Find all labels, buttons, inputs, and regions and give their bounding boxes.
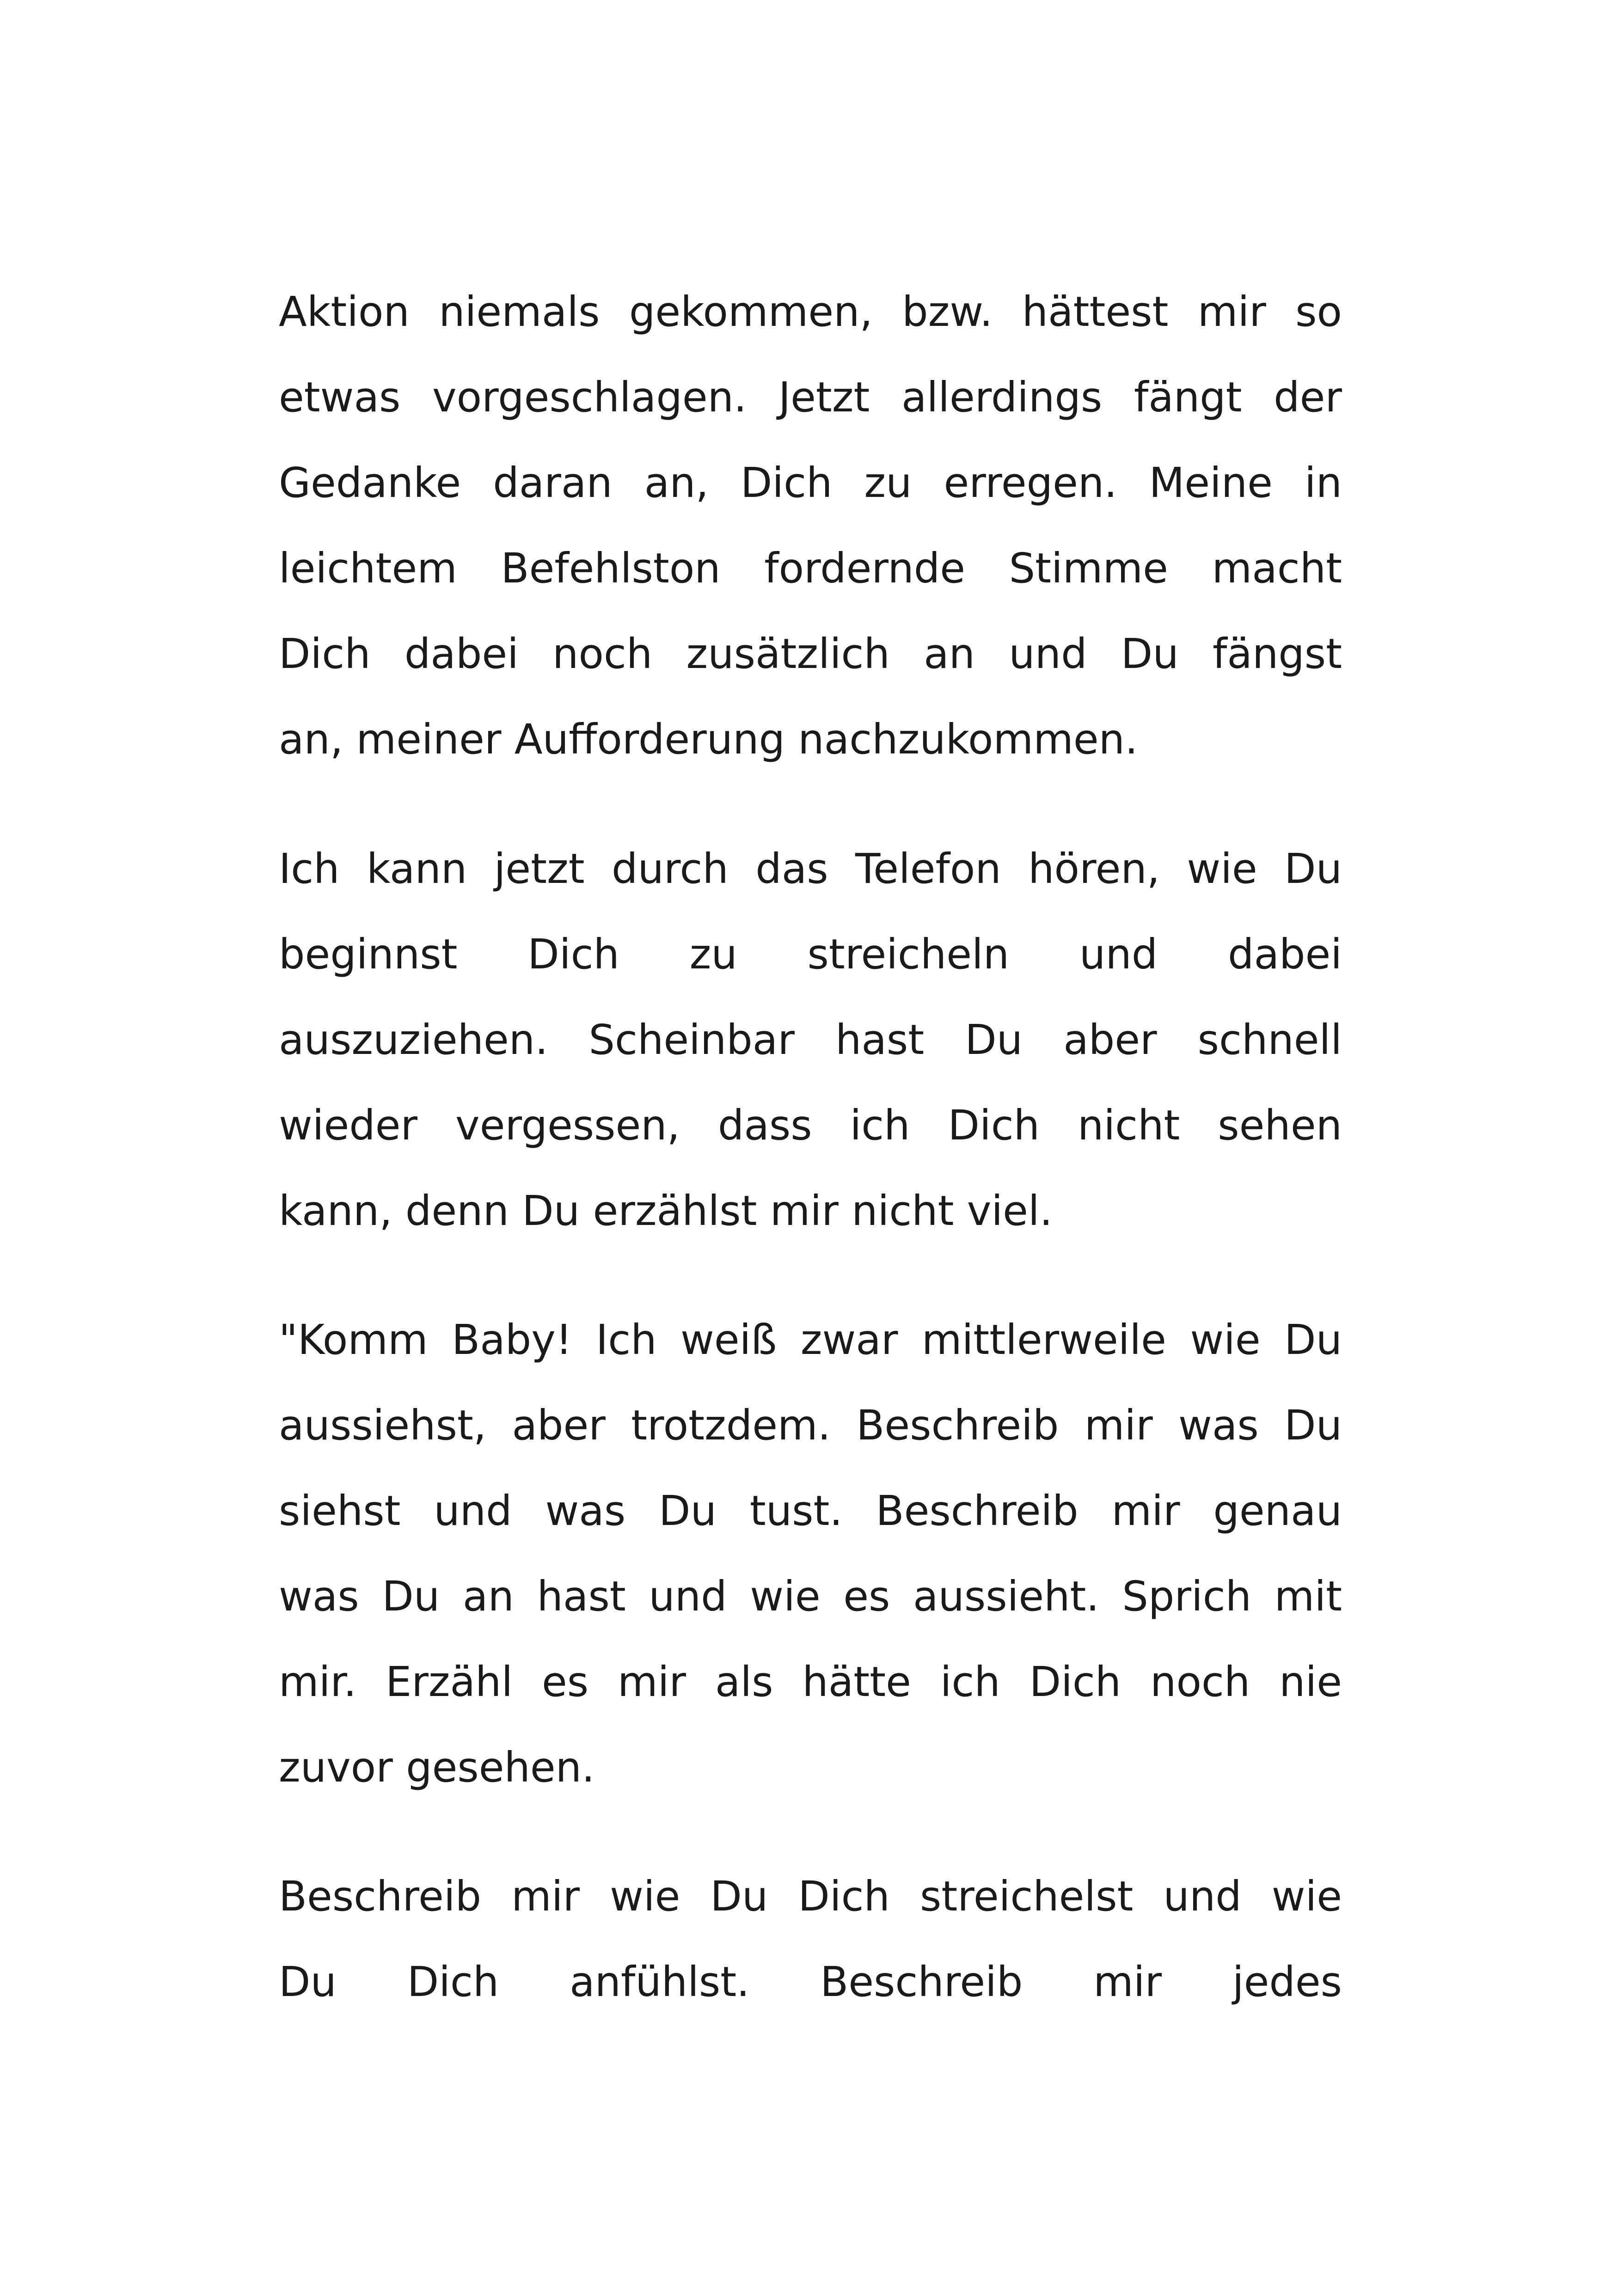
paragraph-2 xyxy=(279,826,1342,1254)
paragraph-line: zuvor gesehen. xyxy=(279,1743,595,1791)
paragraph-line: Gedanke daran an, Dich zu erregen. Meine in xyxy=(279,459,1342,507)
paragraph-line: kann, denn Du erzählst mir nicht viel. xyxy=(279,1187,1053,1235)
paragraph-line: etwas vorgeschlagen. Jetzt allerdings fängt der xyxy=(279,373,1342,421)
paragraph-3 xyxy=(279,1297,1342,1810)
paragraph-line: beginnst Dich zu streicheln und dabei xyxy=(279,930,1342,978)
paragraph-line: aussiehst, aber trotzdem. Beschreib mir was Du xyxy=(279,1401,1342,1449)
paragraph-line: wieder vergessen, dass ich Dich nicht sehen xyxy=(279,1101,1342,1149)
paragraph-line: was Du an hast und wie es aussieht. Sprich mit xyxy=(279,1572,1342,1620)
paragraph-line: "Komm Baby! Ich weiß zwar mittlerweile wie Du xyxy=(279,1316,1342,1364)
paragraph-4 xyxy=(279,1854,1342,2025)
paragraph-line: Ich kann jetzt durch das Telefon hören, wie Du xyxy=(279,845,1342,893)
paragraph-line: mir. Erzähl es mir als hätte ich Dich noch nie xyxy=(279,1658,1342,1706)
paragraph-1 xyxy=(279,269,1342,782)
paragraph-line: an, meiner Aufforderung nachzukommen. xyxy=(279,715,1138,763)
paragraph-line: Du Dich anfühlst. Beschreib mir jedes xyxy=(279,1958,1342,2006)
paragraph-line: Dich dabei noch zusätzlich an und Du fängst xyxy=(279,630,1342,678)
paragraph-line: Beschreib mir wie Du Dich streichelst und wie xyxy=(279,1872,1342,1920)
paragraph-line: leichtem Befehlston fordernde Stimme macht xyxy=(279,544,1342,592)
paragraph-line: siehst und was Du tust. Beschreib mir genau xyxy=(279,1487,1342,1535)
paragraph-line: Aktion niemals gekommen, bzw. hättest mir so xyxy=(279,288,1342,336)
paragraph-line: auszuziehen. Scheinbar hast Du aber schnell xyxy=(279,1016,1342,1064)
